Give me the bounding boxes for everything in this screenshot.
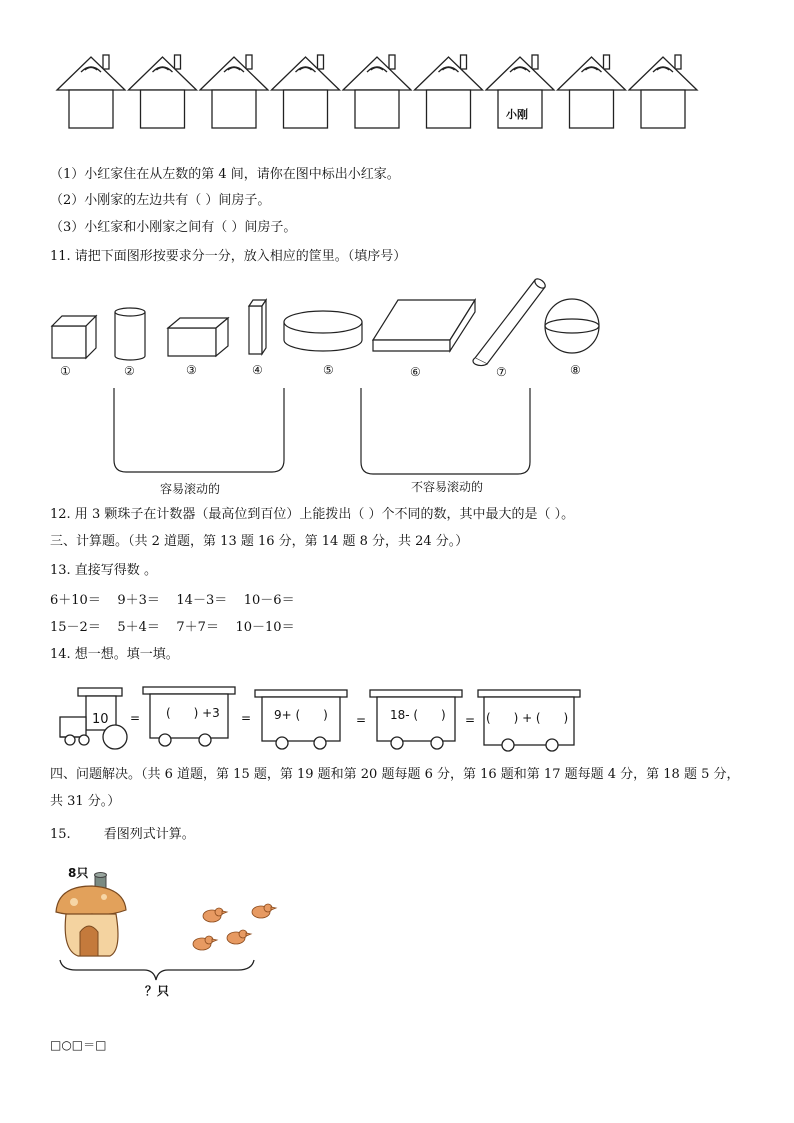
q11-shapes: [0, 270, 794, 510]
slab-shape: [249, 300, 266, 354]
q14-title: 14. 想一想。填一填。: [50, 647, 179, 662]
bird: [227, 930, 251, 944]
xiaogang-house-label: 小刚: [506, 108, 528, 121]
q10-line1: （1）小红家住在从左数的第 4 间，请你在图中标出小红家。: [50, 167, 400, 182]
house: [57, 55, 125, 128]
shape-number-3: ③: [186, 363, 197, 377]
q15-title: 15. 看图列式计算。: [50, 827, 195, 842]
basket-left-label: 容易滚动的: [160, 482, 221, 496]
bird: [203, 908, 227, 922]
basket-right: [361, 388, 530, 474]
train-illustration: [0, 682, 794, 762]
q11-prompt: 11. 请把下面图形按要求分一分，放入相应的筐里。（填序号）: [50, 249, 407, 264]
q15-answer-template: □○□＝□: [50, 1038, 107, 1052]
q13-row1: 6＋10＝ 9＋3＝ 14－3＝ 10－6＝: [50, 593, 295, 608]
bird: [252, 904, 276, 918]
equals-2: =: [241, 711, 252, 725]
basket-right-label: 不容易滚动的: [411, 480, 484, 494]
birds-illustration: [186, 902, 286, 962]
bird: [193, 936, 217, 950]
q15-top-label: 8只: [68, 866, 89, 880]
shape-number-7: ⑦: [496, 365, 507, 379]
cart1-expression: ( ) +3: [166, 706, 220, 720]
section4-line1: 四、问题解决。（共 6 道题，第 15 题，第 19 题和第 20 题每题 6 分，第 16 题和第 17 题每题 4 分，第 18 题 5 分，: [50, 767, 740, 782]
equals-1: =: [130, 711, 141, 725]
q13-title: 13. 直接写得数 。: [50, 563, 157, 578]
cylinder-shape: [115, 308, 145, 360]
house: [558, 55, 626, 128]
cart3-expression: 18- ( ): [390, 708, 446, 722]
cart4-expression: ( ) + ( ): [486, 711, 569, 725]
sphere-shape: [545, 299, 599, 353]
shape-number-5: ⑤: [323, 363, 334, 377]
house: [272, 55, 340, 128]
disc-shape: [284, 311, 362, 351]
equals-4: =: [465, 713, 476, 727]
q15-bottom-label: ？只: [145, 984, 170, 998]
mushroom-house-illustration: [52, 872, 132, 962]
basket-left: [114, 388, 284, 472]
q13-row2: 15－2＝ 5＋4＝ 7＋7＝ 10－10＝: [50, 620, 295, 635]
cuboid-shape: [168, 318, 228, 356]
houses-illustration: [0, 0, 794, 140]
board-shape: [373, 300, 475, 351]
section3-heading: 三、计算题。（共 2 道题，第 13 题 16 分，第 14 题 8 分，共 24 分。）: [50, 534, 469, 549]
house: [200, 55, 268, 128]
shape-number-2: ②: [124, 364, 135, 378]
house: [129, 55, 197, 128]
house: [629, 55, 697, 128]
engine-number: 10: [92, 712, 109, 727]
cube-shape: [52, 316, 96, 358]
q10-line3: （3）小红家和小刚家之间有（ ）间房子。: [50, 220, 297, 235]
shape-number-4: ④: [252, 363, 263, 377]
shape-number-8: ⑧: [570, 363, 581, 377]
house: [343, 55, 411, 128]
shape-number-6: ⑥: [410, 365, 421, 379]
cart2-expression: 9+ ( ): [274, 708, 328, 722]
house: [415, 55, 483, 128]
rod-shape: [473, 277, 547, 366]
q10-line2: （2）小刚家的左边共有（ ）间房子。: [50, 193, 271, 208]
shape-number-1: ①: [60, 364, 71, 378]
section4-line2: 共 31 分。）: [50, 794, 121, 809]
equals-3: =: [356, 713, 367, 727]
q12-text: 12. 用 3 颗珠子在计数器（最高位到百位）上能拨出（ ）个不同的数，其中最大的是（ ）。: [50, 507, 575, 522]
